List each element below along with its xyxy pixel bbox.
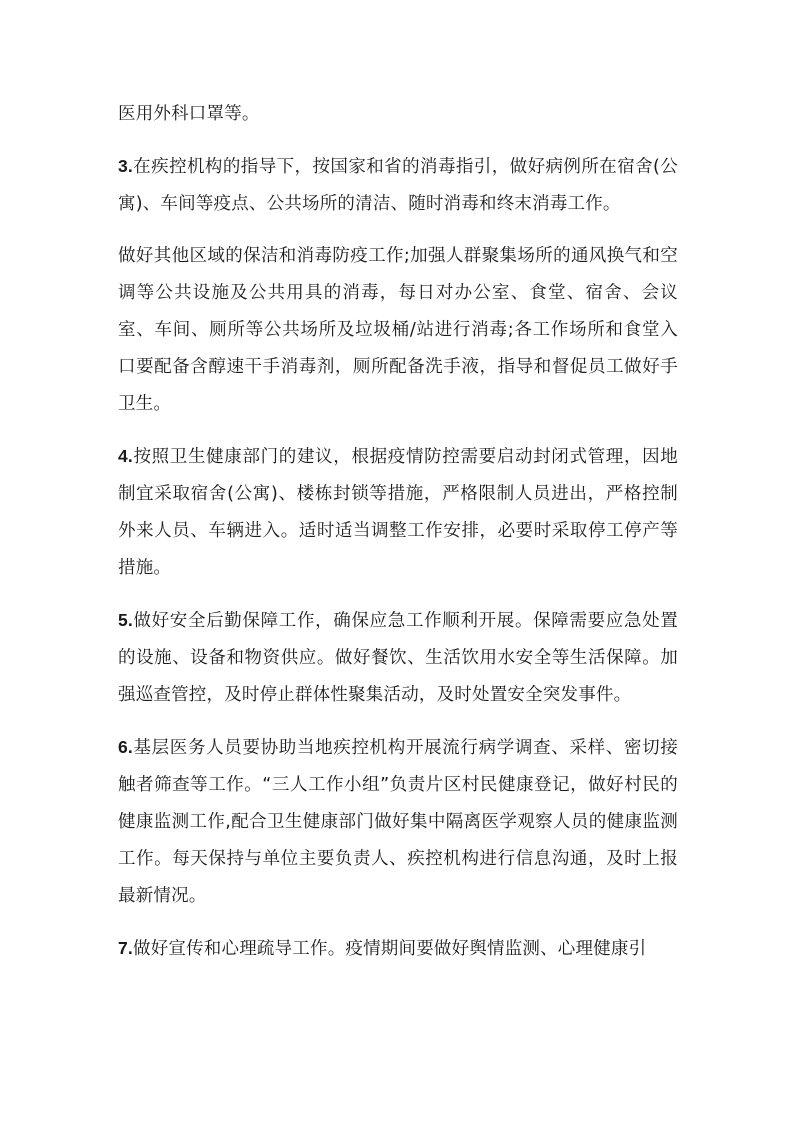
paragraph-text: 做好安全后勤保障工作，确保应急工作顺利开展。保障需要应急处置的设施、设备和物资供应。做好餐饮、生活饮用水安全等生活保障。加强巡查管控，及时停止群体性聚集活动，及时处置安全突发事件。 bbox=[118, 611, 678, 705]
paragraph-number: 4. bbox=[118, 446, 133, 466]
paragraph-item-6 bbox=[118, 729, 678, 915]
paragraph-number: 5. bbox=[118, 610, 133, 630]
paragraph-text: 医用外科口罩等。 bbox=[118, 104, 260, 124]
paragraph-item-7 bbox=[118, 930, 678, 968]
paragraph-continuation bbox=[118, 96, 678, 133]
paragraph-number: 7. bbox=[118, 938, 133, 958]
document-body bbox=[118, 96, 678, 968]
paragraph-item-4 bbox=[118, 438, 678, 587]
paragraph-text: 基层医务人员要协助当地疾控机构开展流行病学调查、采样、密切接触者筛查等工作。“三人工作小组”负责片区村民健康登记，做好村民的健康监测工作,配合卫生健康部门做好集中隔离医学观察人员的健康监测工作。每天保持与单位主要负责人、疾控机构进行信息沟通，及时上报最新情况。 bbox=[118, 738, 678, 906]
paragraph-item-5 bbox=[118, 602, 678, 714]
paragraph-number: 3. bbox=[118, 156, 133, 176]
paragraph-text: 做好宣传和心理疏导工作。疫情期间要做好舆情监测、心理健康引 bbox=[133, 939, 647, 959]
paragraph-disinfection bbox=[118, 238, 678, 423]
paragraph-text: 做好其他区域的保洁和消毒防疫工作;加强人群聚集场所的通风换气和空调等公共设施及公共用具的消毒，每日对办公室、食堂、宿舍、会议室、车间、厕所等公共场所及垃圾桶/站进行消毒;各工作场所和食堂入口要配备含醇速干手消毒剂，厕所配备洗手液，指导和督促员工做好手卫生。 bbox=[118, 246, 678, 414]
paragraph-number: 6. bbox=[118, 737, 133, 757]
paragraph-text: 在疾控机构的指导下，按国家和省的消毒指引，做好病例所在宿舍(公寓)、车间等疫点、公共场所的清洁、随时消毒和终末消毒工作。 bbox=[118, 157, 678, 214]
paragraph-text: 按照卫生健康部门的建议，根据疫情防控需要启动封闭式管理，因地制宜采取宿舍(公寓)、楼栋封锁等措施，严格限制人员进出，严格控制外来人员、车辆进入。适时适当调整工作安排，必要时采取停工停产等措施。 bbox=[118, 447, 678, 578]
paragraph-item-3 bbox=[118, 148, 678, 223]
